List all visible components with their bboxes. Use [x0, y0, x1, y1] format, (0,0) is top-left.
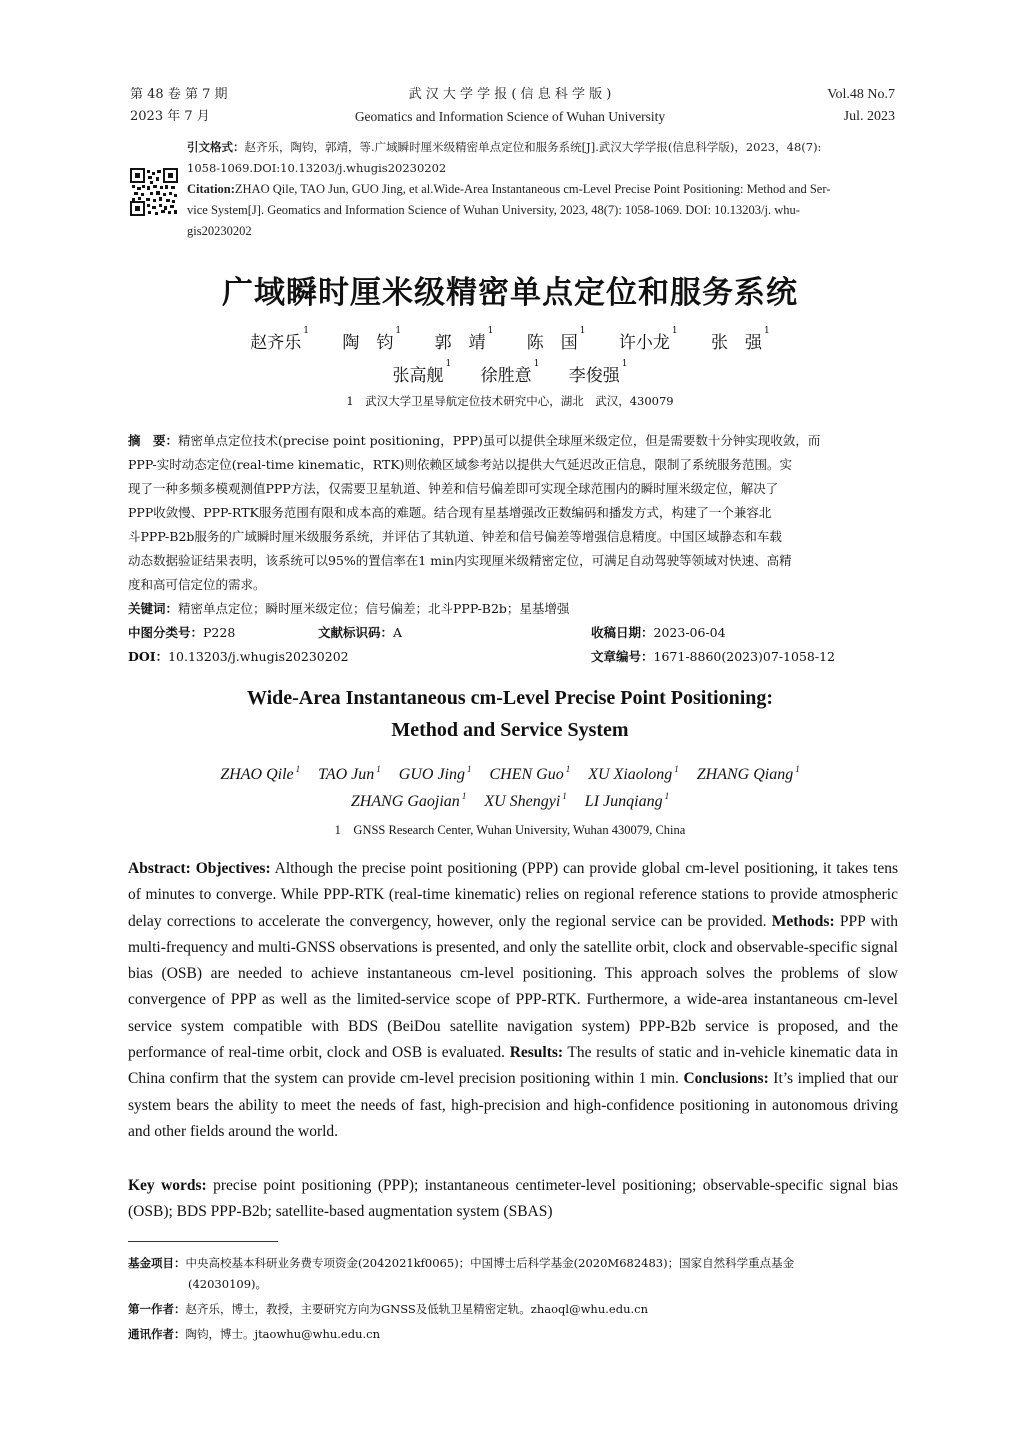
keywords-cn-text: 精密单点定位；瞬时厘米级定位；信号偏差；北斗PPP-B2b；星基增强: [178, 601, 570, 616]
header-vol-no: Vol.48 No.7: [827, 87, 895, 102]
author-cn: 许小龙$^1$: [618, 326, 678, 353]
conclusions-text: It’s implied that our system bears the ability to meet the needs of fast, high-precision and high-confidence positioning in autonomous driving and other fields around the world.: [128, 1070, 898, 1140]
authors-en-row1: [0, 766, 1020, 784]
qr-code-icon: [130, 168, 178, 216]
first-author-note: [128, 1299, 898, 1320]
results-label: Results:: [509, 1044, 564, 1062]
corresponding-author-text: 陶钧，博士。jtaowhu@whu.edu.cn: [185, 1327, 381, 1341]
abstract-cn-line: 度和高可信定位的需求。: [128, 577, 266, 592]
funding-label: 基金项目：: [128, 1256, 186, 1270]
citation-en-text: ZHAO Qile, TAO Jun, GUO Jing, et al.Wide-Area Instantaneous cm-Level Precise Point Positioning: Method and Ser-: [234, 182, 831, 196]
footnote-divider: [128, 1241, 278, 1242]
citation-block: [187, 137, 899, 242]
author-en: XU Xiaolong $^1$: [588, 764, 679, 783]
header-month-year: Jul. 2023: [843, 109, 895, 124]
abstract-en-label: Abstract:: [128, 860, 191, 877]
affiliation-cn: 1 武汉大学卫星导航定位技术研究中心，湖北 武汉，430079: [346, 394, 674, 408]
corresponding-author-label: 通讯作者：: [128, 1327, 186, 1341]
funding-text: 中央高校基本科研业务费专项资金(2042021kf0065)；中国博士后科学基金(2020M682483)；国家自然科学重点基金: [185, 1256, 795, 1270]
header-journal-cn: 武 汉 大 学 学 报 ( 信 息 科 学 版 ): [408, 87, 612, 102]
abstract-cn-line: 斗PPP-B2b服务的广域瞬时厘米级服务系统，并评估了其轨道、钟差和信号偏差等增强信息精度。中国区域静态和车载: [128, 529, 782, 544]
abstract-cn-line: PPP收敛慢、PPP-RTK服务范围有限和成本高的难题。结合现有星基增强改正数编码和播发方式，构建了一个兼容北: [128, 505, 772, 520]
authors-cn-row1: [0, 328, 1020, 353]
abstract-cn-line: 摘 要：精密单点定位技术(precise point positioning，PPP)虽可以提供全球厘米级定位，但是需要数十分钟实现收敛，而: [128, 433, 821, 448]
methods-label: Methods:: [771, 912, 835, 930]
citation-en-line3: gis20230202: [187, 224, 252, 238]
abstract-cn-line: 现了一种多频多模观测值PPP方法，仅需要卫星轨道、钟差和信号偏差即可实现全球范围内的瞬时厘米级定位，解决了: [128, 481, 779, 496]
author-en: LI Junqiang $^1$: [584, 791, 670, 810]
author-cn: 徐胜意$^1$: [480, 359, 540, 386]
first-author-label: 第一作者：: [128, 1302, 186, 1316]
author-cn: 陶 钧$^1$: [342, 326, 402, 353]
author-cn: 张高舰$^1$: [392, 359, 452, 386]
header-volume-en: [827, 84, 895, 128]
results-text: The results of static and in-vehicle kinematic data in China confirm that the system can provide cm-level precision positioning within 1 min.: [128, 1044, 898, 1088]
abstract-en: [128, 856, 898, 1145]
author-en: ZHANG Gaojian $^1$: [350, 791, 467, 810]
abstract-cn-label: 摘 要：: [128, 433, 179, 448]
author-en: GUO Jing $^1$: [398, 764, 472, 783]
doc-code: 文献标识码：A: [318, 625, 403, 640]
abstract-cn-line: PPP-实时动态定位(real-time kinematic，RTK)则依赖区域参考站以提供大气延迟改正信息，限制了系统服务范围。实: [128, 457, 793, 472]
author-en: CHEN Guo $^1$: [489, 764, 571, 783]
title-en-line1: Wide-Area Instantaneous cm-Level Precise Point Positioning:: [246, 687, 774, 709]
citation-en-line2: vice System[J]. Geomatics and Information Science of Wuhan University, 2023, 48(7): 1058-1069. DOI: 10.13203/j. whu-: [187, 203, 800, 217]
header-journal: [300, 84, 720, 128]
page-title-cn: 广域瞬时厘米级精密单点定位和服务系统: [222, 275, 798, 311]
keywords-cn: [128, 597, 898, 621]
funding-text-line2: (42030109)。: [188, 1277, 268, 1291]
header-issue: [130, 84, 227, 128]
page-title-en: [0, 682, 1020, 746]
header-date: 2023 年 7 月: [130, 109, 210, 124]
citation-cn-line2: 1058-1069.DOI:10.13203/j.whugis20230202: [187, 161, 447, 175]
header-journal-en: Geomatics and Information Science of Wuhan University: [354, 109, 666, 124]
citation-cn: [187, 137, 899, 158]
citation-cn-label: 引文格式：: [187, 140, 245, 154]
first-author-text: 赵齐乐，博士，教授，主要研究方向为GNSS及低轨卫星精密定轨。zhaoql@whu.edu.cn: [185, 1302, 648, 1316]
author-cn: 张 强$^1$: [710, 326, 770, 353]
title-en-line2: Method and Service System: [391, 719, 629, 741]
clc-number: 中图分类号：P228: [128, 625, 236, 640]
corresponding-author-note: [128, 1324, 898, 1345]
authors-cn-row2: [0, 361, 1020, 386]
authors-en-row2: [0, 793, 1020, 811]
author-en: TAO Jun $^1$: [318, 764, 381, 783]
keywords-en: [128, 1173, 898, 1226]
objectives-text: Although the precise point positioning (PPP) can provide global cm-level positioning, it takes tens of minutes to converge. While PPP-RTK (real-time kinematic) relies on regional reference stations to provide atmospheric delay corrections to accelerate the convergency, however, only the regional service can be provided.: [128, 860, 898, 930]
header-volume: 第 48 卷 第 7 期: [130, 87, 228, 102]
received-date: 收稿日期：2023-06-04: [591, 625, 726, 640]
footnotes: [128, 1253, 898, 1345]
objectives-label: Objectives:: [195, 860, 271, 877]
author-cn: 李俊强$^1$: [568, 359, 628, 386]
abstract-cn-line: 动态数据验证结果表明，该系统可以95%的置信率在1 min内实现厘米级精密定位，可满足自动驾驶等领域对快速、高精: [128, 553, 792, 568]
methods-text: PPP with multi-frequency and multi-GNSS observations is presented, and only the satellite orbit, clock and observable-specific signal bias (OSB) are needed to achieve instantaneous cm-level positioning. This approach solves the problems of slow convergence of PPP as well as the limited-service scope of PPP-RTK. Furthermore, a wide-area instantaneous cm-level service system compatible with BDS (BeiDou satellite navigation system) PPP-B2b service is proposed, and the performance of real-time orbit, clock and OSB is evaluated.: [128, 912, 899, 1062]
author-cn: 郭 靖$^1$: [434, 326, 494, 353]
abstract-cn: [128, 429, 898, 597]
doi: DOI：10.13203/j.whugis20230202: [128, 649, 349, 664]
author-en: ZHAO Qile $^1$: [220, 764, 301, 783]
article-metadata: [128, 621, 898, 669]
conclusions-label: Conclusions:: [683, 1070, 769, 1088]
author-en: ZHANG Qiang $^1$: [696, 764, 800, 783]
citation-en: [187, 179, 899, 200]
citation-en-label: Citation:: [187, 182, 235, 196]
author-cn: 赵齐乐$^1$: [250, 326, 310, 353]
author-en: XU Shengyi $^1$: [484, 791, 567, 810]
keywords-cn-label: 关键词：: [128, 601, 179, 616]
keywords-en-label: Key words:: [128, 1177, 207, 1194]
keywords-en-text: precise point positioning (PPP); instantaneous centimeter-level positioning; observable-specific signal bias (OSB); BDS PPP-B2b; satellite-based augmentation system (SBAS): [128, 1177, 899, 1221]
author-cn: 陈 国$^1$: [526, 326, 586, 353]
article-number: 文章编号：1671-8860(2023)07-1058-12: [591, 649, 835, 664]
citation-cn-text: 赵齐乐，陶钧，郭靖，等.广域瞬时厘米级精密单点定位和服务系统[J].武汉大学学报(信息科学版)，2023，48(7):: [244, 140, 822, 154]
affiliation-en: 1 GNSS Research Center, Wuhan University, Wuhan 430079, China: [334, 823, 686, 837]
funding-note: [128, 1253, 898, 1274]
